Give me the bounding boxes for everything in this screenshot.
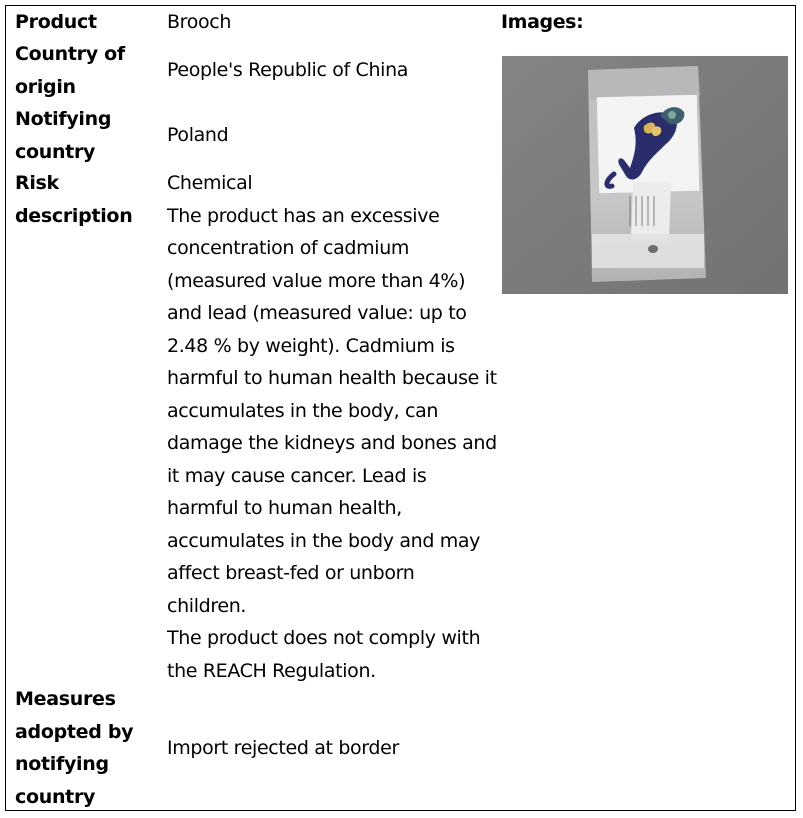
risk-text-regulation: The product does not comply with the REACH Regulation. (167, 627, 481, 682)
risk-type: Chemical (167, 172, 253, 194)
notifying-label: Notifying country (15, 108, 112, 163)
product-sheet (5, 5, 796, 811)
risk-value (167, 167, 497, 687)
product-label: Product (15, 11, 97, 33)
origin-label: Country of origin (15, 43, 125, 98)
notifying-value: Poland (167, 124, 229, 146)
risk-label: Risk description (15, 172, 133, 227)
measures-label: Measures adopted by notifying country (15, 688, 134, 808)
product-value: Brooch (167, 11, 232, 33)
brooch-photo-image (502, 56, 788, 294)
images-label: Images: (501, 11, 584, 33)
images-column (501, 6, 791, 39)
measures-value: Import rejected at border (167, 737, 399, 759)
risk-text-main: The product has an excessive concentration of cadmium (measured value more than 4%) and lead (measured value: up to 2.48 % by weight). Cadmium is harmful to human health because it accumulates in the body, can damage the kidneys and bones and it may cause cancer. Lead is harmful to human health, accumulates in the body and may affect breast-fed or unborn children. (167, 204, 497, 617)
origin-value: People's Republic of China (167, 59, 409, 81)
product-photo (502, 56, 788, 294)
